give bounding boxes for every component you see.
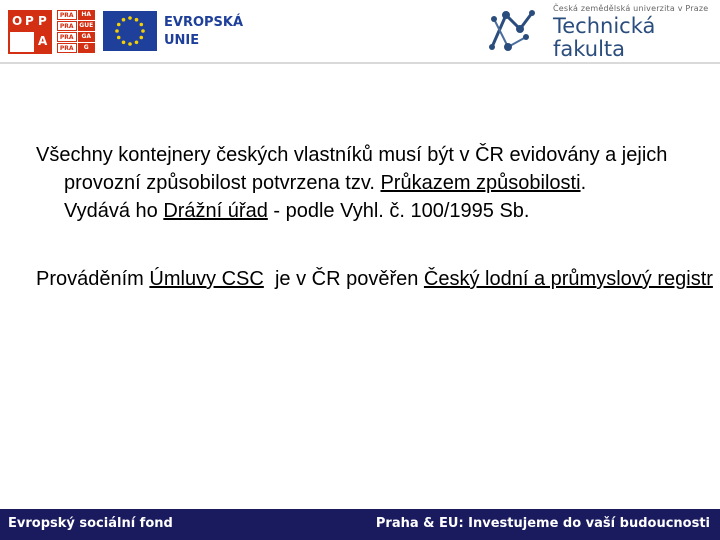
spacer [36,225,720,265]
praha-cell: PRA [57,21,77,31]
link-rail-office[interactable]: Drážní úřad [163,200,268,222]
eu-label [164,14,243,50]
faculty-title [553,15,655,61]
praha-cell: PRA [57,10,77,20]
text-run: Všechny kontejnery českých vlastníků musí být v ČR evidovány a jejich provozní způsobilost potvrzena tzv. [36,144,668,194]
praha-cell: PRA [57,32,77,42]
footer-right-text: Praha & EU: Investujeme do vaší budoucnosti [375,516,710,531]
oppa-block [10,32,34,52]
paragraph-issuer [36,197,720,225]
praha-cell: HA [78,10,96,20]
praha-cell: GA [78,32,96,42]
faculty-title-line: fakulta [553,37,626,61]
faculty-title-line: Technická [553,14,656,38]
oppa-letter: O [12,14,23,28]
footer-left-text: Evropský sociální fond [8,516,173,531]
praha-cell: PRA [57,43,77,53]
praha-row [57,32,95,42]
text-run: Vydává ho [64,200,164,222]
university-name: Česká zemědělská univerzita v Praze [553,4,709,13]
praha-row [57,10,95,20]
praha-row [57,21,95,31]
czu-emblem-icon [486,7,538,57]
text-run: - podle Vyhl. č. 100/1995 Sb. [267,200,530,222]
link-certificate[interactable]: Průkazem způsobilosti [380,172,581,194]
eu-label-line: EVROPSKÁ [164,15,244,30]
oppa-letter: P [25,14,34,28]
header-gap [246,0,472,62]
eu-label-line: UNIE [164,33,200,48]
header-divider [0,62,720,64]
paragraph-csc [36,265,720,293]
text-run: . [580,172,587,194]
link-csc-convention[interactable]: Úmluvy CSC [149,268,264,290]
link-registry[interactable]: Český lodní a průmyslový registr [423,268,713,290]
paragraph-registration [36,141,720,197]
oppa-letter: P [38,14,47,28]
praha-logo [57,10,95,54]
footer-bar [0,509,720,540]
eu-flag-icon [103,11,157,51]
praha-cell: GUE [79,22,94,29]
text-run: je v ČR pověřen [263,268,424,290]
text-run: Prováděním [36,268,150,290]
oppa-logo [8,10,52,54]
praha-row [57,43,95,53]
slide-body [36,141,720,293]
praha-cell: G [78,43,96,53]
oppa-letter: A [38,34,48,48]
